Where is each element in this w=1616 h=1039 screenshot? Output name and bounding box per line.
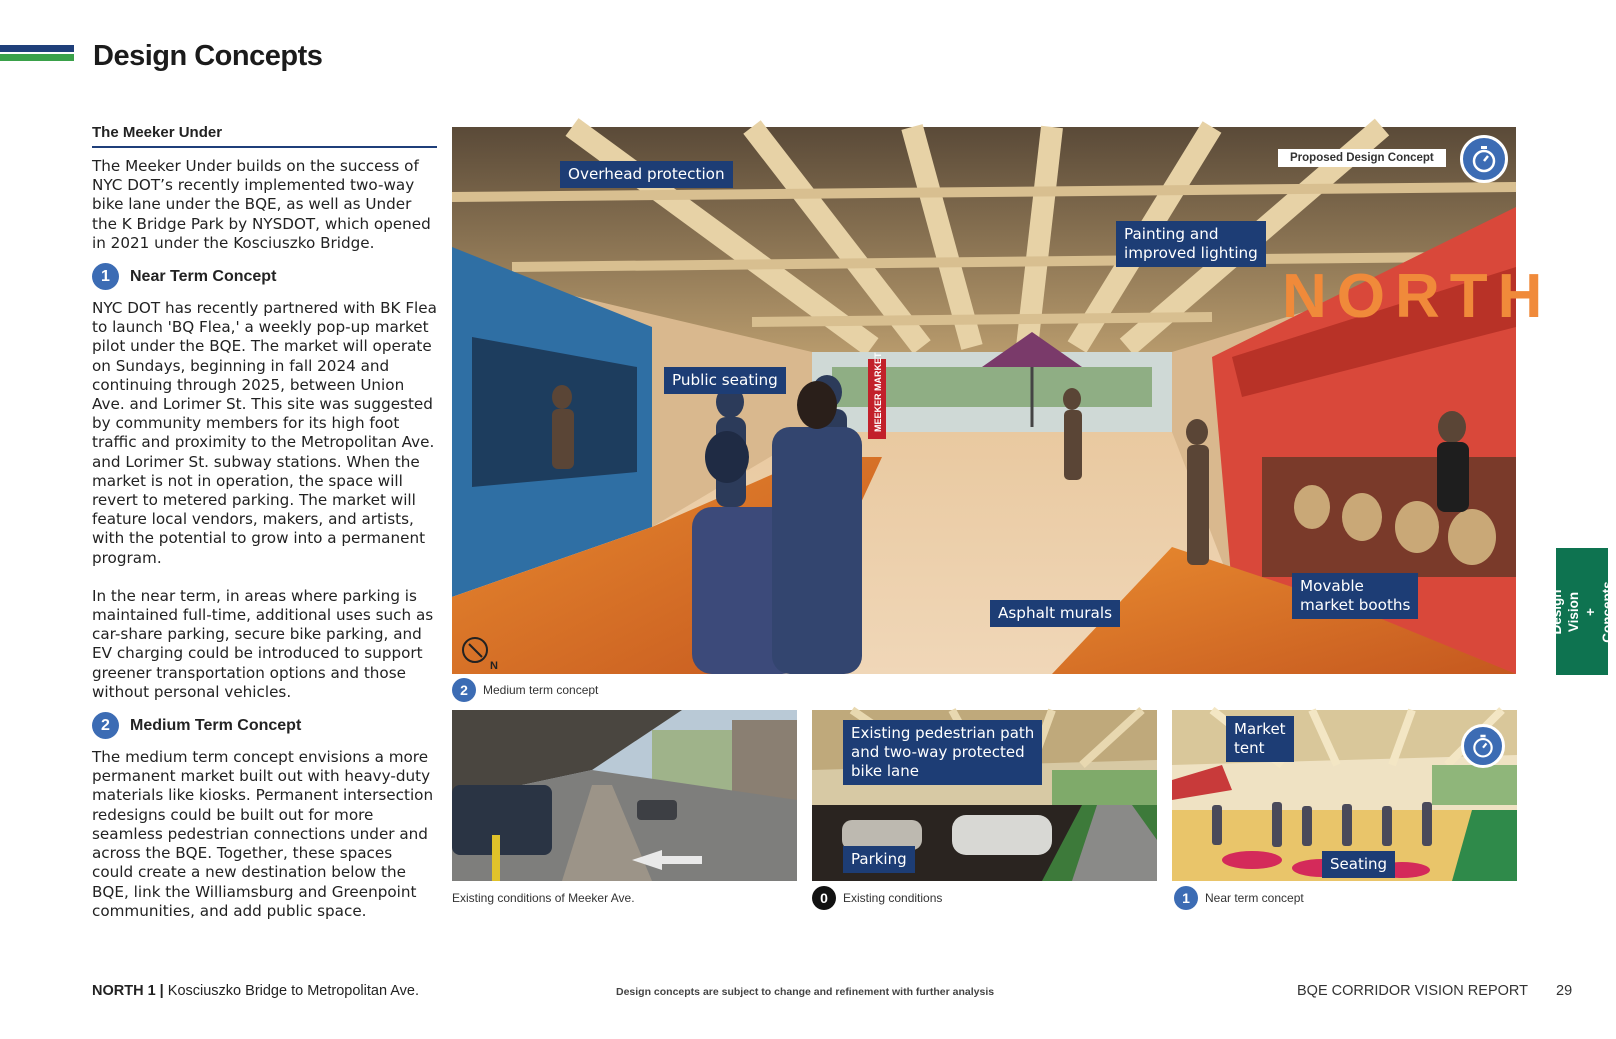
near-term-paragraph-2: In the near term, in areas where parking is maintained full-time, additional uses such as car-share parking, secure bike parking, and EV charging could be introduced to support greener transportation options and those without personal vehicles.: [92, 586, 434, 701]
accent-bar-navy: [0, 45, 74, 52]
existing-render-caption: [812, 886, 942, 910]
callout-seating: Seating: [1322, 851, 1395, 878]
near-term-paragraph-1: NYC DOT has recently partnered with BK Flea to launch 'BQ Flea,' a weekly pop-up market pilot under the BQE. The market will operate on Sundays, beginning in fall 2024 and continuing through 2025, between Union Ave. and Lorimer St. This site was suggested by community members for its high foot traffic and proximity to the Metropolitan Ave. and Lorimer St. subway stations. When the market is not in operation, the space will revert to metered parking. The market will feature local vendors, makers, and artists, with the potential to grow into a permanent program.: [92, 299, 437, 567]
near-term-caption-text: Near term concept: [1205, 891, 1304, 905]
hero-caption: [452, 678, 598, 702]
callout-movable-booths: Movable market booths: [1292, 573, 1418, 619]
stopwatch-glyph: [1470, 733, 1496, 759]
callout-asphalt-murals: Asphalt murals: [990, 600, 1120, 627]
near-term-title: Near Term Concept: [130, 267, 277, 285]
near-term-number-badge: 1: [92, 263, 119, 290]
page-title: Design Concepts: [93, 40, 323, 72]
hero-caption-text: Medium term concept: [483, 683, 599, 697]
near-term-heading: [92, 263, 437, 290]
medium-term-heading: [92, 712, 437, 739]
side-tab-label: Design Vision + Concepts: [1549, 580, 1616, 643]
medium-term-paragraph: The medium term concept envisions a more permanent market built out with heavy-duty materials like kiosks. Permanent intersection redesigns could be built out for more seamless pedestrian connections under and across the BQE. Together, these spaces could create a new destination below the BQE, link the Williamsburg and Greenpoint communities, and add public space.: [92, 748, 434, 920]
thumbnail-existing-photo: [452, 710, 797, 881]
near-term-caption: [1174, 886, 1304, 910]
existing-photo-illustration: [452, 710, 797, 881]
existing-photo-caption: [452, 891, 635, 905]
footer-separator: |: [155, 983, 168, 999]
callout-pedestrian-path: Existing pedestrian path and two-way protected bike lane: [843, 720, 1042, 785]
footer-section: [92, 983, 419, 999]
proposed-design-label: Proposed Design Concept: [1278, 149, 1446, 167]
stopwatch-icon: [1461, 724, 1505, 768]
stopwatch-glyph: [1469, 144, 1499, 174]
text-column: [92, 124, 437, 921]
footer-section-name: Kosciuszko Bridge to Metropolitan Ave.: [167, 983, 419, 999]
page-number: 29: [1556, 983, 1573, 999]
compass-icon: [460, 635, 504, 671]
stopwatch-icon: [1460, 135, 1508, 183]
callout-painting-lighting: Painting and improved lighting: [1116, 221, 1266, 267]
callout-public-seating: Public seating: [664, 367, 786, 394]
compass-north-label: N: [490, 660, 498, 672]
accent-bar-green: [0, 54, 74, 61]
footer-disclaimer: Design concepts are subject to change and refinement with further analysis: [616, 986, 995, 998]
north-sign: NORTH: [1282, 262, 1553, 331]
thumbnail-near-term-render: [1172, 710, 1517, 881]
callout-overhead-protection: Overhead protection: [560, 161, 733, 188]
footer-report-title: BQE CORRIDOR VISION REPORT: [1297, 983, 1528, 999]
medium-term-number-badge: 2: [92, 712, 119, 739]
intro-paragraph: The Meeker Under builds on the success of NYC DOT’s recently implemented two-way bike lane under the BQE, as well as Under the K Bridge Park by NYSDOT, which opened in 2021 under the Kosciuszko Bridge.: [92, 157, 431, 252]
side-section-tab[interactable]: [1549, 548, 1616, 675]
section-title: The Meeker Under: [92, 124, 437, 148]
compass-glyph: [460, 635, 504, 671]
near-term-caption-badge: 1: [1174, 886, 1198, 910]
callout-parking: Parking: [843, 846, 915, 873]
market-banner: MEEKER MARKET: [873, 352, 883, 432]
thumbnail-existing-render: [812, 710, 1157, 881]
header-accent-bars: [0, 45, 74, 63]
medium-term-title: Medium Term Concept: [130, 716, 302, 734]
existing-caption-badge: 0: [812, 886, 836, 910]
hero-rendering: [452, 127, 1553, 674]
hero-caption-badge: 2: [452, 678, 476, 702]
existing-render-caption-text: Existing conditions: [843, 891, 943, 905]
callout-market-tent: Market tent: [1226, 716, 1294, 762]
existing-photo-caption-text: Existing conditions of Meeker Ave.: [452, 891, 635, 905]
footer-section-code: NORTH 1: [92, 983, 156, 999]
